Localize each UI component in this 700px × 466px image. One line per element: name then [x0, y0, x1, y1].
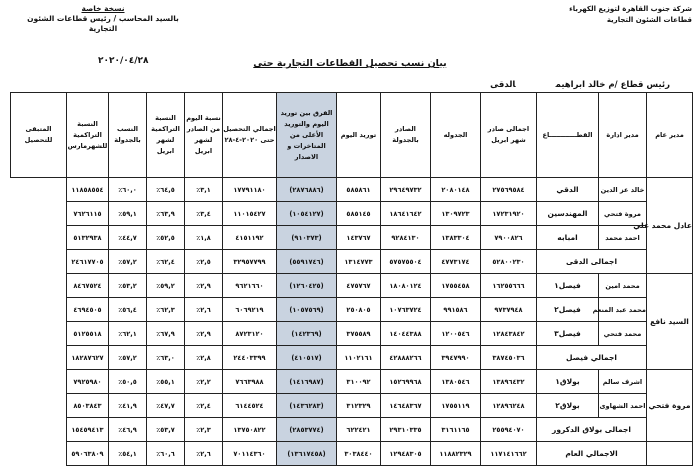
table-cell: ٣٩٤٧٩٩٠: [431, 346, 481, 370]
table-cell: ٤١٥١١٩٢: [223, 226, 277, 250]
table-cell: ١١٧١٤١٦٦٢: [481, 442, 537, 466]
blank-cell: [647, 442, 693, 466]
table-cell: ٤١,٩٪: [109, 394, 147, 418]
table-cell: ٢,٦٪: [185, 442, 223, 466]
table-cell: ٧٠١١٤٣٦٠: [223, 442, 277, 466]
column-header: النسبة التراكمية لشهر ابريل: [147, 93, 185, 178]
subtotal-row: [11, 346, 693, 370]
table-cell: ٧٩٢٥٩٨٠: [67, 370, 109, 394]
table-cell: ١٣٧٥٠٨٢٢: [223, 418, 277, 442]
manager-cell: اشرف سالم: [599, 370, 647, 394]
table-cell: ٤٤,٧٪: [109, 226, 147, 250]
table-row: [11, 274, 693, 298]
table-cell: ١٣٨٠٥٤٦: [431, 370, 481, 394]
table-cell: ٢٧٥٦٩٥٨٤: [481, 178, 537, 202]
table-cell: ٥١٢٥٥١٨: [67, 322, 109, 346]
table-cell: ٥٤,١٪: [109, 442, 147, 466]
table-cell: ٤٧٧٣١٧٤: [431, 250, 481, 274]
table-cell: ٦٠,٠٪: [109, 178, 147, 202]
table-cell: ٥٦,٤٪: [109, 298, 147, 322]
table-cell: ١٢٨٩٦٢٤٨: [481, 394, 537, 418]
subtotal-row: [11, 250, 693, 274]
table-cell: ٥٥,١٪: [147, 370, 185, 394]
table-cell: ٦٠٦٩٢١٩: [223, 298, 277, 322]
table-cell: ٥٣,٢٪: [109, 274, 147, 298]
column-header: القطــــــــــــاع: [537, 93, 599, 178]
column-header: المتبقى للتحصيل: [11, 93, 67, 178]
table-cell: ٥٨٥٨٦١: [337, 178, 381, 202]
manager-cell: محمد فتحي: [599, 322, 647, 346]
table-cell: ٦٢٢٤٢١: [337, 418, 381, 442]
column-header: نسبة اليوم من الصادر لشهر ابريل: [185, 93, 223, 178]
subtotal-label: اجمالى بولاق الدكرور: [537, 418, 647, 442]
sector-cell: المهندسين: [537, 202, 599, 226]
general-manager-cell: عادل محمد علي: [647, 178, 693, 274]
table-cell: ٣١٢٣٢٩: [337, 394, 381, 418]
table-cell: ٦٤,٥٪: [147, 178, 185, 202]
table-cell: ٥٢٨٠٠٢٣٠: [481, 250, 537, 274]
table-cell: ٦١٤٤٥٢٤: [223, 394, 277, 418]
table-cell: ٩٧٣٧٩٤٨: [481, 298, 537, 322]
table-cell: ١٧٧٩١١٨٠: [223, 178, 277, 202]
table-cell: (١٢٦٠٤٢٥): [277, 274, 337, 298]
table-cell: ٨٥٠٣٨٤٣: [67, 394, 109, 418]
table-cell: ٧٩٠٠٨٢٦: [481, 226, 537, 250]
table-cell: ١١٠٢١٦١: [337, 346, 381, 370]
table-cell: ١٣١٤٧٧٣: [337, 250, 381, 274]
table-cell: ١١٨٥٨٥٥٤: [67, 178, 109, 202]
table-cell: ١١٠١٥٤٢٧: [223, 202, 277, 226]
copy-note: [8, 4, 198, 34]
table-cell: ٣٢٩٥٧٧٩٩: [223, 250, 277, 274]
table-row: [11, 322, 693, 346]
table-cell: ٥٧,٢٪: [109, 250, 147, 274]
general-manager-cell: السيد نافع: [647, 274, 693, 370]
sector-cell: الدقي: [537, 178, 599, 202]
table-cell: ١٤٠٤٤٣٨٨: [381, 322, 431, 346]
table-cell: ٥٣,٧٪: [147, 418, 185, 442]
company-name: شركة جنوب القاهرة لتوزيع الكهرباء: [569, 5, 692, 13]
table-cell: ٤٦٩٤٥٠٥: [67, 298, 109, 322]
manager-cell: احمد محمد: [599, 226, 647, 250]
table-cell: ٣٠٣٨٤٤٠: [337, 442, 381, 466]
table-cell: ٤٦,٩٪: [109, 418, 147, 442]
table-cell: ٥٧,٢٪: [109, 346, 147, 370]
sector-cell: فيصل١: [537, 274, 599, 298]
table-cell: ٢٤٦١٧٧٠٥: [67, 250, 109, 274]
table-cell: ١٢٩٤٨٣٠٥: [381, 442, 431, 466]
table-cell: ٢,٤٪: [185, 394, 223, 418]
table-cell: ٩٢٨٤١٣٠: [381, 226, 431, 250]
table-cell: ١٤٦٤٨٣٦٧: [381, 394, 431, 418]
table-cell: ٥٩٠٦٣٨٠٩: [67, 442, 109, 466]
table-cell: ١٧٥٥١١٩: [431, 394, 481, 418]
column-header: اجمالي التحصيل حتى ٢٠٢٠-٤-٢٨: [223, 93, 277, 178]
table-cell: (٤١٠٥١٧): [277, 346, 337, 370]
table-cell: ٨٤٦٧٥٢٤: [67, 274, 109, 298]
copy-note-recipient-cont: التجارية: [88, 24, 118, 33]
subtotal-label: اجمالي فيصل: [537, 346, 647, 370]
table-cell: ٦٠,٦٪: [147, 442, 185, 466]
table-cell: ٢,٦٪: [185, 298, 223, 322]
table-row: [11, 178, 693, 202]
table-cell: ٤٢٨٨٨٢٦٦: [381, 346, 431, 370]
general-manager-cell: مروة فتحي: [647, 370, 693, 442]
report-title: بيان نسب تحصيل القطاعات التجارية حتى: [253, 58, 447, 69]
table-cell: ١٣٠٩٧٢٣: [431, 202, 481, 226]
table-cell: ١٨٠٨٠١٢٤: [381, 274, 431, 298]
table-cell: ٥٩,٢٪: [147, 274, 185, 298]
table-cell: ١٥٤٥٩٤١٣: [67, 418, 109, 442]
table-cell: (٩١٠٣٧٣): [277, 226, 337, 250]
report-date: ٢٠٢٠/٠٤/٢٨: [98, 56, 149, 66]
issuer-header: [492, 4, 692, 26]
table-cell: ٢,٢٪: [185, 370, 223, 394]
table-cell: ٥٠,٥٪: [109, 370, 147, 394]
table-cell: ١٦٢٥٥٦٦٦: [481, 274, 537, 298]
column-header: اجمالى صادر شهر ابريل: [481, 93, 537, 178]
table-row: [11, 394, 693, 418]
table-cell: ١٤٣٧٦٧: [337, 226, 381, 250]
table-cell: ١١٨٨٢٣٢٩: [431, 442, 481, 466]
table-cell: (٥٥٩١٧٤٦): [277, 250, 337, 274]
table-cell: ٢,٩٪: [185, 274, 223, 298]
subtotal-label: اجمالى الدقى: [537, 250, 647, 274]
collection-table: [10, 92, 693, 466]
column-header: الفرق بين توريد اليوم والتوريد الأعلى من المتاخرات و الاصدار: [277, 93, 337, 178]
table-cell: ٥١٣٢٩٣٨: [67, 226, 109, 250]
sector-cell: فيصل٢: [537, 298, 599, 322]
copy-note-recipient: بالسيد المحاسب / رئيس قطاعات الشئون: [27, 14, 179, 23]
table-cell: ٥٨٥١٤٥: [337, 202, 381, 226]
table-cell: ١,٨٪: [185, 226, 223, 250]
table-cell: (١٠٥٤١٢٧): [277, 202, 337, 226]
column-header: توريد اليوم: [337, 93, 381, 178]
table-cell: ٢٩٦٤٩٧٣٢: [381, 178, 431, 202]
table-cell: ١٣٨٩٦٤٣٢: [481, 370, 537, 394]
table-cell: (١٣٦١٧٤٥٨): [277, 442, 337, 466]
column-header: مدير عام: [647, 93, 693, 178]
table-row: [11, 226, 693, 250]
table-cell: ٦٢,٣٪: [147, 298, 185, 322]
table-cell: (١٤١٦٩٨٧): [277, 370, 337, 394]
table-cell: ٦٧,٩٪: [147, 322, 185, 346]
manager-cell: محمد امين: [599, 274, 647, 298]
table-cell: ٥٧٥٧٥٥٠٤: [381, 250, 431, 274]
table-cell: ٦٣,٩٪: [147, 202, 185, 226]
manager-cell: خالد عز الدين: [599, 178, 647, 202]
table-cell: ٣,٤٪: [185, 202, 223, 226]
table-cell: ٢,٥٪: [185, 250, 223, 274]
column-header: الصادر بالجدولة: [381, 93, 431, 178]
table-cell: ١٠٧٦٣٧٢٤: [381, 298, 431, 322]
copy-note-title: نسخة خاصة: [81, 4, 125, 13]
table-cell: ٢٥٥٩٤٠٧٠: [481, 418, 537, 442]
manager-cell: محمد عبد المنعم: [599, 298, 647, 322]
table-cell: ٢٤٤٠٣٣٩٩: [223, 346, 277, 370]
table-cell: ٣١٦١١٦٥: [431, 418, 481, 442]
table-cell: ١٨٢٨٧٦٢٧: [67, 346, 109, 370]
table-row: [11, 202, 693, 226]
column-header: الجدوله: [431, 93, 481, 178]
table-cell: ٧٦٦٣٩٨٨: [223, 370, 277, 394]
table-cell: ٩٦٢١٦٦٠: [223, 274, 277, 298]
table-cell: ١٧٥٥٤٥٨: [431, 274, 481, 298]
table-cell: ٢,٣٪: [185, 418, 223, 442]
table-cell: ١٢٨٤٣٨٤٢: [481, 322, 537, 346]
column-header: النسب بالجدولة: [109, 93, 147, 178]
table-header-row: [11, 93, 693, 178]
table-row: [11, 370, 693, 394]
table-cell: ٦٢,١٪: [109, 322, 147, 346]
table-cell: ٧٦٢٦١١٥: [67, 202, 109, 226]
table-cell: ٣٧٥٥٨٩: [337, 322, 381, 346]
table-cell: ٤٧,٧٪: [147, 394, 185, 418]
table-cell: (٢٨٧٦٨٨٦): [277, 178, 337, 202]
sector-cell: بولاق٢: [537, 394, 599, 418]
subtotal-row: [11, 418, 693, 442]
table-cell: ٢٥٠٨٠٥: [337, 298, 381, 322]
table-cell: ٢٠٨٠١٤٨: [431, 178, 481, 202]
table-cell: (٢٨٥٣٧٧٤): [277, 418, 337, 442]
table-cell: ٢,٨٪: [185, 346, 223, 370]
table-cell: ٢,٩٪: [185, 322, 223, 346]
table-cell: (١٤٣٦٢٨٣): [277, 394, 337, 418]
table-cell: ١٢٠٠٥٤٦: [431, 322, 481, 346]
manager-cell: احمد الشهاوى: [599, 394, 647, 418]
sector-cell: فيصل٣: [537, 322, 599, 346]
table-cell: ١٣٨٣٣٠٤: [431, 226, 481, 250]
table-cell: ٥٩,١٪: [109, 202, 147, 226]
table-cell: (١٤٢٣٦٩): [277, 322, 337, 346]
sector-cell: امبابه: [537, 226, 599, 250]
table-cell: ١٧٢٣١٩٢٠: [481, 202, 537, 226]
table-cell: ٦٢,٤٪: [147, 250, 185, 274]
table-cell: ٢٩٣١٠٣٣٥: [381, 418, 431, 442]
table-cell: ٩٩١٥٨٦: [431, 298, 481, 322]
column-header: مدير ادارة: [599, 93, 647, 178]
table-cell: ١٨٦٤١٦٤٢: [381, 202, 431, 226]
column-header: النسبة التراكمية للشهرمارس: [67, 93, 109, 178]
table-row: [11, 298, 693, 322]
table-cell: (١٠٥٧٥٦٩): [277, 298, 337, 322]
report-subtitle: [490, 80, 670, 90]
sector-head: رئيس قطاع /م خالد ابراهيم: [555, 80, 670, 90]
table-cell: ٣٨٧٤٥٠٣٦: [481, 346, 537, 370]
table-cell: ١٥٢٦٩٩٦٨: [381, 370, 431, 394]
manager-cell: مروة فتحي: [599, 202, 647, 226]
department-name: قطاعات الشئون التجارية: [606, 16, 692, 24]
table-cell: ٥٢,٥٪: [147, 226, 185, 250]
table-cell: ٣,١٪: [185, 178, 223, 202]
table-cell: ٨٧٢٣١٢٠: [223, 322, 277, 346]
region-name: الدقى: [490, 80, 516, 90]
table-cell: ٤٧٥٧٦٧: [337, 274, 381, 298]
table-cell: ٦٣,٠٪: [147, 346, 185, 370]
grand-total-row: [11, 442, 693, 466]
grand-total-label: الاجمالي العام: [537, 442, 647, 466]
table-cell: ٣١٠٠٩٢: [337, 370, 381, 394]
sector-cell: بولاق١: [537, 370, 599, 394]
